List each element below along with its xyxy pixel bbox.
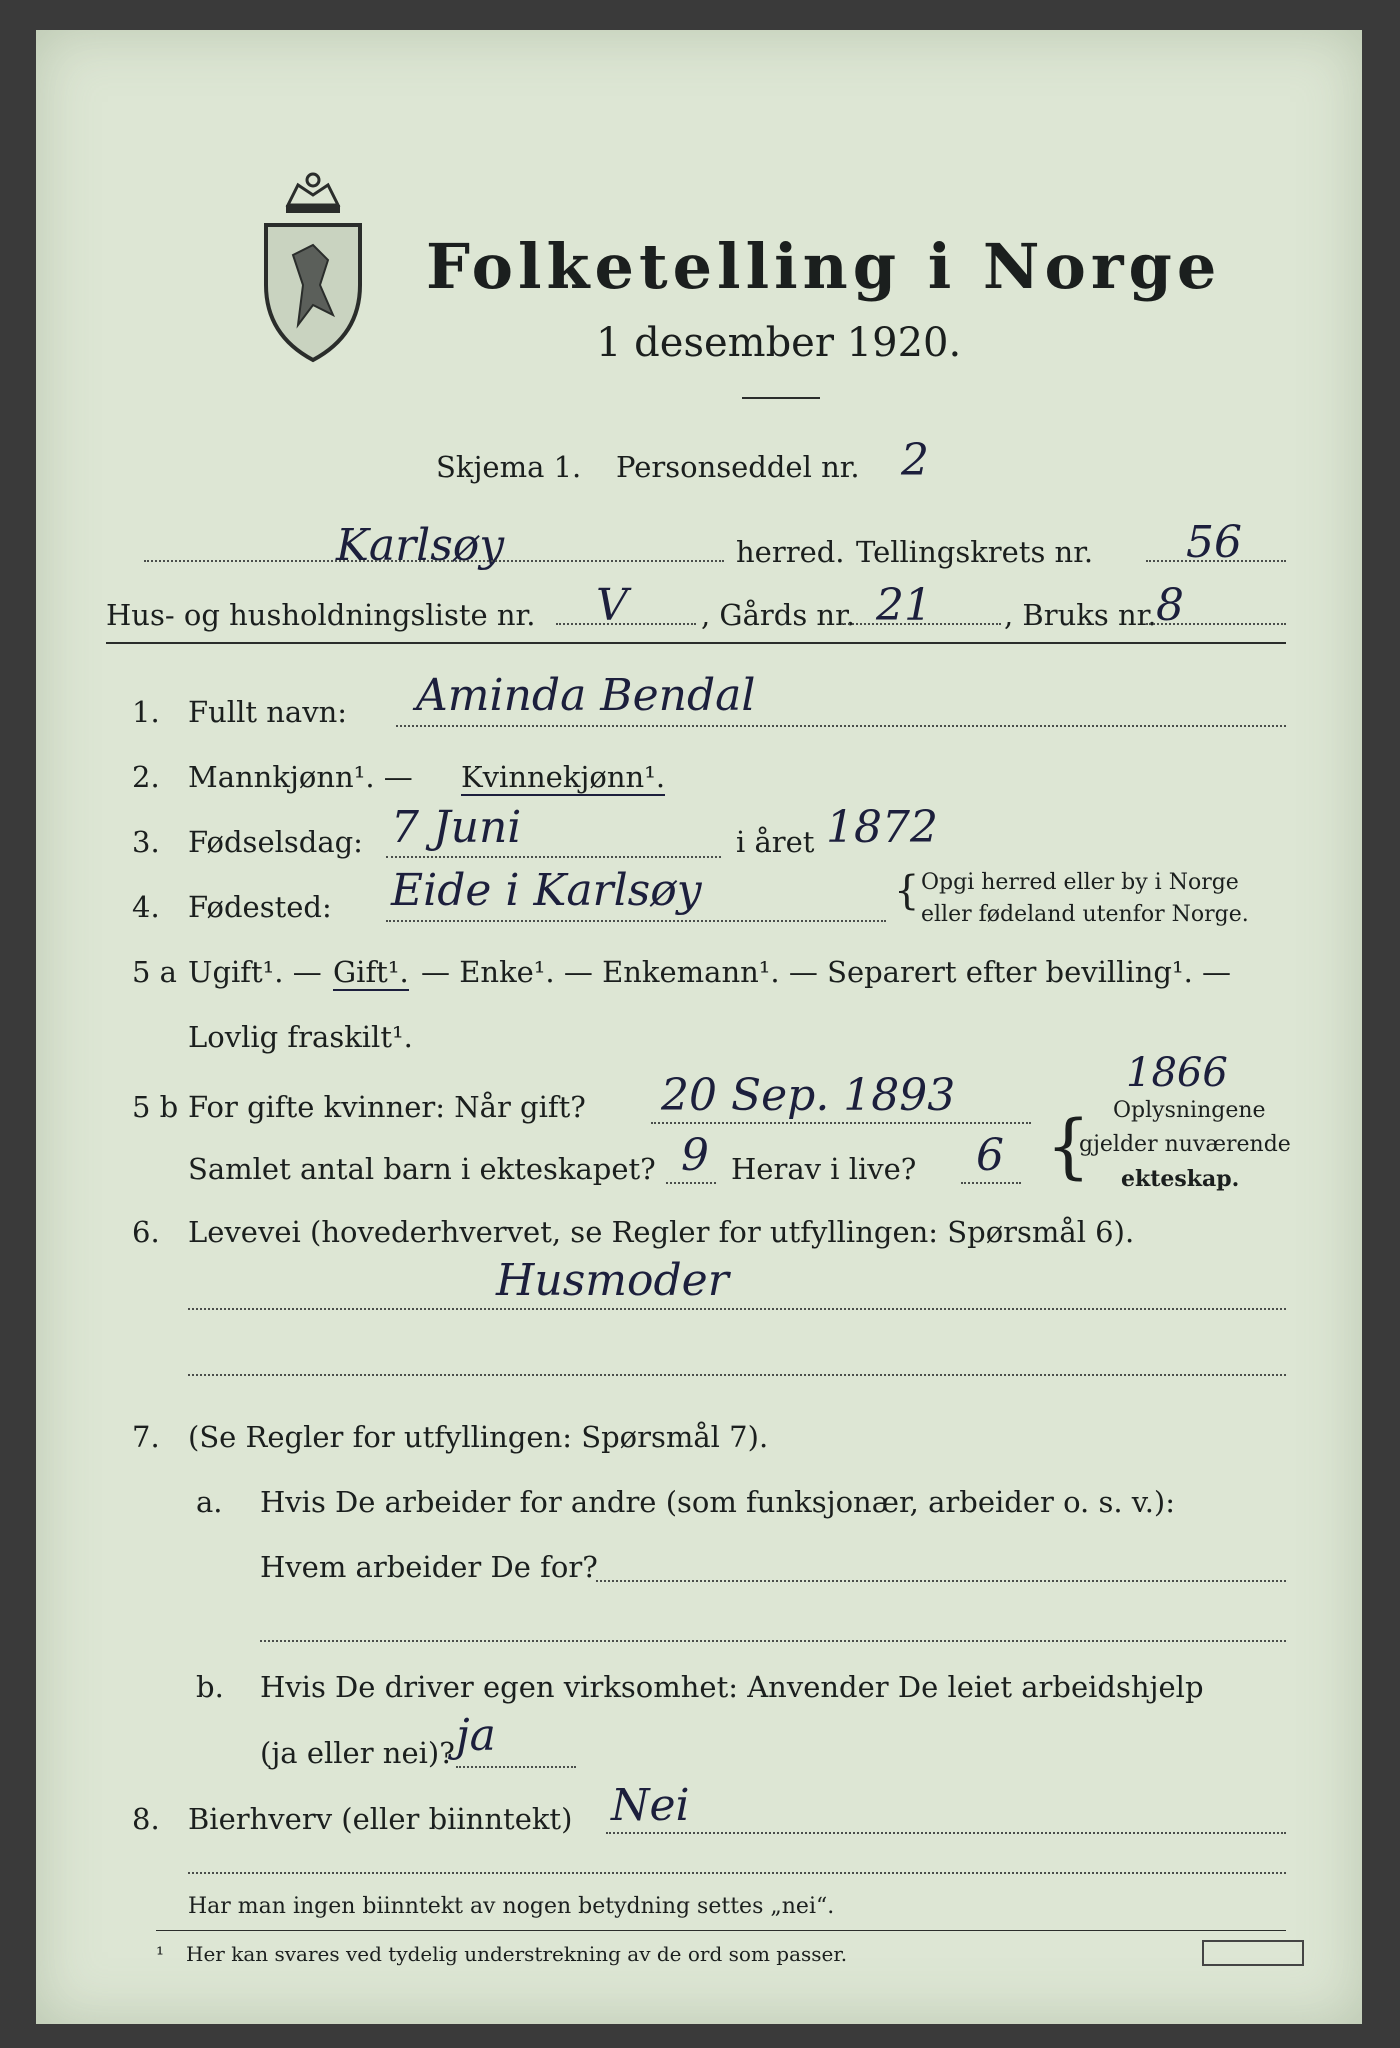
personseddel-label: Personseddel nr. bbox=[616, 450, 860, 484]
year-label: i året bbox=[736, 825, 815, 859]
unmarried-option: Ugift¹. — bbox=[188, 955, 322, 989]
birthplace-field-line bbox=[386, 920, 886, 922]
full-name-field-line bbox=[396, 725, 1286, 727]
q7a-question: Hvem arbeider De for? bbox=[260, 1550, 598, 1584]
tellingskrets-label: Tellingskrets nr. bbox=[856, 535, 1094, 569]
marriage-date-value: 20 Sep. 1893 bbox=[661, 1070, 956, 1121]
side-income-value: Nei bbox=[611, 1780, 690, 1831]
footnote-number: ¹ bbox=[156, 1942, 165, 1966]
income-note: Har man ingen biinntekt av nogen betydning settes „nei“. bbox=[188, 1894, 835, 1919]
q7b-number: b. bbox=[196, 1670, 224, 1704]
birthplace-value: Eide i Karlsøy bbox=[391, 865, 702, 916]
male-option: Mannkjønn¹. — bbox=[188, 760, 413, 794]
full-name-value: Aminda Bendal bbox=[416, 670, 756, 721]
birthplace-note-line2: eller fødeland utenfor Norge. bbox=[921, 902, 1249, 927]
alive-field-line bbox=[961, 1182, 1021, 1184]
female-option: Kvinnekjønn¹. bbox=[461, 760, 666, 794]
children-value: 9 bbox=[681, 1130, 709, 1181]
q7a-text: Hvis De arbeider for andre (som funksjonær, arbeider o. s. v.): bbox=[260, 1485, 1176, 1519]
personseddel-value: 2 bbox=[901, 435, 929, 486]
birthplace-note-line1: Opgi herred eller by i Norge bbox=[921, 870, 1239, 895]
divorced-option: Lovlig fraskilt¹. bbox=[188, 1020, 413, 1054]
birthplace-note-brace: { bbox=[894, 868, 920, 914]
marriage-note-line2: gjelder nuværende bbox=[1079, 1132, 1291, 1157]
q6-label: Levevei (hovederhvervet, se Regler for utfyllingen: Spørsmål 6). bbox=[188, 1215, 1135, 1249]
marriage-date-field-line bbox=[651, 1122, 1031, 1124]
children-label: Samlet antal barn i ekteskapet? bbox=[188, 1152, 656, 1186]
bruks-label: , Bruks nr. bbox=[1004, 598, 1157, 632]
tellingskrets-value: 56 bbox=[1186, 517, 1242, 568]
hired-help-value: ja bbox=[456, 1710, 496, 1761]
q1-label: Fullt navn: bbox=[188, 695, 348, 729]
q2-number: 2. bbox=[132, 760, 160, 794]
q5a-number: 5 a bbox=[132, 955, 177, 989]
marriage-note-line1: Oplysningene bbox=[1113, 1098, 1266, 1123]
q5b-number: 5 b bbox=[132, 1090, 179, 1124]
q6-number: 6. bbox=[132, 1215, 160, 1249]
skjema-label: Skjema 1. bbox=[436, 450, 582, 484]
hus-field-line bbox=[556, 623, 696, 625]
children-field-line bbox=[666, 1182, 716, 1184]
bruks-value: 8 bbox=[1156, 580, 1184, 631]
herred-value: Karlsøy bbox=[336, 520, 505, 571]
q1-number: 1. bbox=[132, 695, 160, 729]
footnote-divider bbox=[156, 1930, 1286, 1931]
q3-number: 3. bbox=[132, 825, 160, 859]
gards-value: 21 bbox=[876, 580, 932, 631]
q7-number: 7. bbox=[132, 1420, 160, 1454]
q8-label: Bierhverv (eller biinntekt) bbox=[188, 1802, 573, 1836]
employer-field-line-2 bbox=[260, 1640, 1286, 1642]
occupation-field-line-2 bbox=[188, 1374, 1286, 1376]
gards-field-line bbox=[841, 623, 1001, 625]
marriage-note-line3: ekteskap. bbox=[1121, 1166, 1240, 1192]
occupation-value: Husmoder bbox=[496, 1255, 729, 1306]
marriage-note-brace: { bbox=[1046, 1105, 1091, 1187]
title-divider bbox=[742, 397, 820, 399]
employer-field-line bbox=[596, 1580, 1286, 1582]
q3-label: Fødselsdag: bbox=[188, 825, 363, 859]
census-date: 1 desember 1920. bbox=[596, 320, 962, 366]
form-title: Folketelling i Norge bbox=[426, 230, 1222, 303]
census-form-sheet bbox=[36, 30, 1362, 2024]
printer-stamp bbox=[1202, 1940, 1304, 1966]
bruks-field-line bbox=[1146, 623, 1286, 625]
hus-value: V bbox=[596, 580, 628, 631]
q7b-question: (ja eller nei)? bbox=[260, 1736, 455, 1770]
alive-label: Herav i live? bbox=[731, 1152, 917, 1186]
married-option: Gift¹. bbox=[333, 955, 409, 989]
side-income-field-line-2 bbox=[188, 1872, 1286, 1874]
herred-label: herred. bbox=[736, 535, 845, 569]
birthday-value: 7 Juni bbox=[391, 802, 522, 853]
q7-label: (Se Regler for utfyllingen: Spørsmål 7). bbox=[188, 1420, 769, 1454]
occupation-field-line bbox=[188, 1308, 1286, 1310]
tellingskrets-field-line bbox=[1146, 560, 1286, 562]
hired-help-field-line bbox=[456, 1766, 576, 1768]
alive-value: 6 bbox=[976, 1130, 1004, 1181]
side-income-field-line bbox=[606, 1832, 1286, 1834]
q7b-text: Hvis De driver egen virksomhet: Anvender De leiet arbeidshjelp bbox=[260, 1670, 1204, 1704]
norwegian-coat-of-arms-icon bbox=[258, 165, 368, 365]
hus-label: Hus- og husholdningsliste nr. bbox=[106, 598, 536, 632]
birth-year-value: 1872 bbox=[826, 802, 938, 853]
gards-label: , Gårds nr. bbox=[701, 598, 855, 632]
marital-status-options: — Enke¹. — Enkemann¹. — Separert efter bevilling¹. — bbox=[421, 955, 1232, 989]
q4-label: Fødested: bbox=[188, 890, 332, 924]
birthday-field-line bbox=[386, 856, 721, 858]
herred-field-line bbox=[144, 560, 724, 562]
q7a-number: a. bbox=[196, 1485, 223, 1519]
q8-number: 8. bbox=[132, 1802, 160, 1836]
q4-number: 4. bbox=[132, 890, 160, 924]
footnote-text: Her kan svares ved tydelig understrekning av de ord som passer. bbox=[186, 1942, 848, 1966]
header-divider bbox=[106, 642, 1286, 644]
margin-note-1866: 1866 bbox=[1126, 1050, 1228, 1096]
q5b-label: For gifte kvinner: Når gift? bbox=[188, 1090, 586, 1124]
